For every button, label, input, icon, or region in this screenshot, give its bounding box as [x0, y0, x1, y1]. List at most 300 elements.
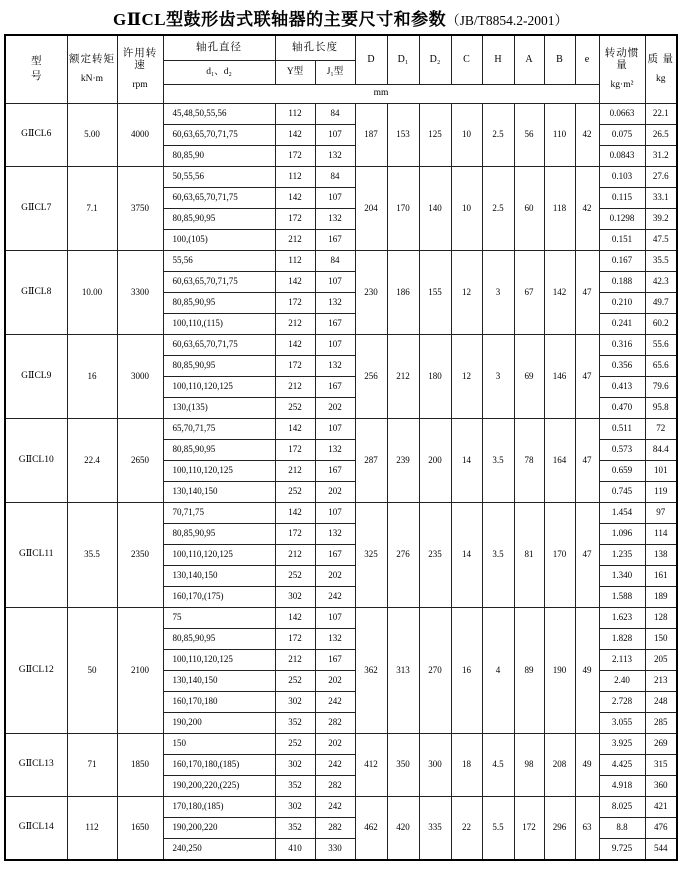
y-length: 252: [275, 670, 315, 691]
y-length: 410: [275, 838, 315, 860]
model-cell: GⅡCL13: [5, 733, 67, 796]
table-row: [5, 733, 677, 754]
speed-cell: 4000: [117, 103, 163, 166]
mass-value: 27.6: [645, 166, 677, 187]
bore-list: 130,140,150: [163, 565, 275, 586]
dim-D: 462: [355, 796, 387, 860]
y-length: 252: [275, 733, 315, 754]
bore-list: 80,85,90,95: [163, 439, 275, 460]
y-length: 112: [275, 166, 315, 187]
speed-cell: 2350: [117, 502, 163, 607]
bore-list: 60,63,65,70,71,75: [163, 271, 275, 292]
j-length: 107: [315, 418, 355, 439]
bore-list: 80,85,90,95: [163, 523, 275, 544]
dim-D2: 300: [419, 733, 451, 796]
header-dim-D2: D₂: [419, 35, 451, 84]
y-length: 142: [275, 124, 315, 145]
inertia-value: 1.454: [599, 502, 645, 523]
j-length: 202: [315, 481, 355, 502]
inertia-value: 0.413: [599, 376, 645, 397]
speed-cell: 2650: [117, 418, 163, 502]
bore-list: 130,(135): [163, 397, 275, 418]
dim-B: 296: [544, 796, 575, 860]
j-length: 132: [315, 523, 355, 544]
dim-A: 98: [514, 733, 544, 796]
inertia-value: 1.588: [599, 586, 645, 607]
header-bore-diameter: 轴孔直径: [163, 35, 275, 60]
j-length: 202: [315, 565, 355, 586]
mass-value: 97: [645, 502, 677, 523]
header-dim-B: B: [544, 35, 575, 84]
header-j-type: J₁型: [315, 60, 355, 84]
dim-D1: 170: [387, 166, 419, 250]
table-row: [5, 166, 677, 187]
bore-list: 100,110,120,125: [163, 649, 275, 670]
dim-A: 81: [514, 502, 544, 607]
header-mass: 质 量 kg: [645, 35, 677, 103]
dim-D: 230: [355, 250, 387, 334]
bore-list: 65,70,71,75: [163, 418, 275, 439]
j-length: 132: [315, 355, 355, 376]
j-length: 242: [315, 586, 355, 607]
mass-value: 205: [645, 649, 677, 670]
dim-A: 60: [514, 166, 544, 250]
y-length: 142: [275, 418, 315, 439]
dim-H: 3.5: [482, 418, 514, 502]
dim-D: 362: [355, 607, 387, 733]
j-length: 132: [315, 145, 355, 166]
j-length: 167: [315, 229, 355, 250]
torque-cell: 22.4: [67, 418, 117, 502]
dim-e: 47: [575, 334, 599, 418]
bore-list: 190,200,220: [163, 817, 275, 838]
y-length: 172: [275, 628, 315, 649]
coupling-parameters-table: [4, 34, 678, 861]
dim-D: 287: [355, 418, 387, 502]
inertia-value: 8.025: [599, 796, 645, 817]
bore-list: 130,140,150: [163, 481, 275, 502]
y-length: 212: [275, 460, 315, 481]
j-length: 202: [315, 733, 355, 754]
model-cell: GⅡCL11: [5, 502, 67, 607]
bore-list: 70,71,75: [163, 502, 275, 523]
j-length: 132: [315, 292, 355, 313]
inertia-value: 3.925: [599, 733, 645, 754]
dim-e: 47: [575, 502, 599, 607]
inertia-value: 0.1298: [599, 208, 645, 229]
mass-value: 421: [645, 796, 677, 817]
inertia-value: 3.055: [599, 712, 645, 733]
bore-list: 60,63,65,70,71,75: [163, 124, 275, 145]
bore-list: 170,180,(185): [163, 796, 275, 817]
mass-value: 213: [645, 670, 677, 691]
dim-C: 12: [451, 250, 482, 334]
speed-cell: 1850: [117, 733, 163, 796]
dim-H: 4: [482, 607, 514, 733]
j-length: 167: [315, 376, 355, 397]
y-length: 142: [275, 502, 315, 523]
bore-list: 150: [163, 733, 275, 754]
header-torque: 额定转矩 kN·m: [67, 35, 117, 103]
bore-list: 60,63,65,70,71,75: [163, 334, 275, 355]
y-length: 352: [275, 817, 315, 838]
y-length: 252: [275, 397, 315, 418]
table-header-row-1: [5, 35, 677, 60]
torque-cell: 10.00: [67, 250, 117, 334]
bore-list: 240,250: [163, 838, 275, 860]
header-dim-D1: D₁: [387, 35, 419, 84]
dim-D: 204: [355, 166, 387, 250]
torque-cell: 50: [67, 607, 117, 733]
bore-list: 100,(105): [163, 229, 275, 250]
dim-C: 10: [451, 166, 482, 250]
y-length: 142: [275, 334, 315, 355]
y-length: 212: [275, 229, 315, 250]
dim-H: 3: [482, 250, 514, 334]
torque-cell: 35.5: [67, 502, 117, 607]
dim-A: 78: [514, 418, 544, 502]
inertia-value: 0.115: [599, 187, 645, 208]
mass-value: 114: [645, 523, 677, 544]
j-length: 84: [315, 250, 355, 271]
torque-cell: 71: [67, 733, 117, 796]
bore-list: 55,56: [163, 250, 275, 271]
header-dim-D: D: [355, 35, 387, 84]
table-row: [5, 607, 677, 628]
y-length: 112: [275, 103, 315, 124]
speed-cell: 2100: [117, 607, 163, 733]
dim-e: 63: [575, 796, 599, 860]
j-length: 282: [315, 817, 355, 838]
header-mm-unit: mm: [163, 84, 599, 103]
torque-cell: 7.1: [67, 166, 117, 250]
header-model: [5, 35, 67, 103]
dim-C: 10: [451, 103, 482, 166]
mass-value: 95.8: [645, 397, 677, 418]
dim-e: 47: [575, 418, 599, 502]
dim-C: 16: [451, 607, 482, 733]
y-length: 112: [275, 250, 315, 271]
dim-D2: 155: [419, 250, 451, 334]
dim-D2: 200: [419, 418, 451, 502]
y-length: 142: [275, 607, 315, 628]
dim-B: 190: [544, 607, 575, 733]
y-length: 352: [275, 712, 315, 733]
speed-cell: 1650: [117, 796, 163, 860]
mass-value: 26.5: [645, 124, 677, 145]
inertia-value: 1.828: [599, 628, 645, 649]
dim-D1: 350: [387, 733, 419, 796]
j-length: 282: [315, 775, 355, 796]
dim-C: 12: [451, 334, 482, 418]
mass-value: 285: [645, 712, 677, 733]
inertia-value: 0.188: [599, 271, 645, 292]
mass-value: 161: [645, 565, 677, 586]
model-cell: GⅡCL14: [5, 796, 67, 860]
dim-D1: 153: [387, 103, 419, 166]
model-cell: GⅡCL6: [5, 103, 67, 166]
dim-C: 18: [451, 733, 482, 796]
j-length: 84: [315, 166, 355, 187]
bore-list: 80,85,90,95: [163, 208, 275, 229]
y-length: 172: [275, 355, 315, 376]
y-length: 172: [275, 292, 315, 313]
dim-D1: 239: [387, 418, 419, 502]
mass-value: 49.7: [645, 292, 677, 313]
j-length: 167: [315, 313, 355, 334]
dim-B: 164: [544, 418, 575, 502]
bore-list: 100,110,120,125: [163, 376, 275, 397]
bore-list: 190,200: [163, 712, 275, 733]
dim-D1: 212: [387, 334, 419, 418]
speed-cell: 3000: [117, 334, 163, 418]
inertia-value: 0.659: [599, 460, 645, 481]
y-length: 212: [275, 313, 315, 334]
header-dim-C: C: [451, 35, 482, 84]
j-length: 107: [315, 187, 355, 208]
inertia-value: 1.623: [599, 607, 645, 628]
y-length: 142: [275, 187, 315, 208]
mass-value: 269: [645, 733, 677, 754]
bore-list: 100,110,120,125: [163, 460, 275, 481]
dim-e: 47: [575, 250, 599, 334]
dim-D2: 235: [419, 502, 451, 607]
dim-H: 3.5: [482, 502, 514, 607]
header-d1-d2: d₁、d₂: [163, 60, 275, 84]
header-bore-length: 轴孔长度: [275, 35, 355, 60]
dim-D: 256: [355, 334, 387, 418]
model-cell: GⅡCL10: [5, 418, 67, 502]
dim-A: 56: [514, 103, 544, 166]
torque-cell: 112: [67, 796, 117, 860]
dim-B: 146: [544, 334, 575, 418]
y-length: 212: [275, 376, 315, 397]
mass-value: 189: [645, 586, 677, 607]
speed-cell: 3300: [117, 250, 163, 334]
dim-D2: 180: [419, 334, 451, 418]
dim-D1: 420: [387, 796, 419, 860]
table-row: [5, 103, 677, 124]
j-length: 132: [315, 208, 355, 229]
header-inertia: 转动惯量 kg·m²: [599, 35, 645, 103]
header-dim-A: A: [514, 35, 544, 84]
bore-list: 160,170,180,(185): [163, 754, 275, 775]
dim-H: 4.5: [482, 733, 514, 796]
dim-C: 22: [451, 796, 482, 860]
page-title: [4, 5, 677, 30]
inertia-value: 9.725: [599, 838, 645, 860]
mass-value: 22.1: [645, 103, 677, 124]
y-length: 172: [275, 208, 315, 229]
inertia-value: 1.340: [599, 565, 645, 586]
inertia-value: 2.113: [599, 649, 645, 670]
j-length: 167: [315, 460, 355, 481]
dim-e: 49: [575, 607, 599, 733]
inertia-value: 0.167: [599, 250, 645, 271]
j-length: 132: [315, 439, 355, 460]
mass-value: 35.5: [645, 250, 677, 271]
dim-B: 208: [544, 733, 575, 796]
bore-list: 130,140,150: [163, 670, 275, 691]
mass-value: 128: [645, 607, 677, 628]
y-length: 302: [275, 796, 315, 817]
inertia-value: 0.470: [599, 397, 645, 418]
y-length: 172: [275, 523, 315, 544]
inertia-value: 4.425: [599, 754, 645, 775]
dim-D1: 313: [387, 607, 419, 733]
torque-cell: 16: [67, 334, 117, 418]
bore-list: 80,85,90,95: [163, 292, 275, 313]
y-length: 212: [275, 649, 315, 670]
bore-list: 80,85,90,95: [163, 355, 275, 376]
dim-e: 49: [575, 733, 599, 796]
dim-D2: 140: [419, 166, 451, 250]
bore-list: 160,170,(175): [163, 586, 275, 607]
table-row: [5, 334, 677, 355]
table-row: [5, 502, 677, 523]
dim-A: 89: [514, 607, 544, 733]
bore-list: 160,170,180: [163, 691, 275, 712]
mass-value: 138: [645, 544, 677, 565]
inertia-value: 0.0663: [599, 103, 645, 124]
inertia-value: 1.096: [599, 523, 645, 544]
y-length: 302: [275, 586, 315, 607]
header-dim-e: e: [575, 35, 599, 84]
y-length: 302: [275, 754, 315, 775]
dim-D2: 335: [419, 796, 451, 860]
dim-e: 42: [575, 103, 599, 166]
inertia-value: 0.356: [599, 355, 645, 376]
dim-H: 2.5: [482, 103, 514, 166]
mass-value: 476: [645, 817, 677, 838]
j-length: 282: [315, 712, 355, 733]
j-length: 167: [315, 649, 355, 670]
j-length: 202: [315, 670, 355, 691]
mass-value: 360: [645, 775, 677, 796]
dim-B: 118: [544, 166, 575, 250]
dim-H: 2.5: [482, 166, 514, 250]
inertia-value: 8.8: [599, 817, 645, 838]
j-length: 167: [315, 544, 355, 565]
torque-cell: 5.00: [67, 103, 117, 166]
j-length: 107: [315, 502, 355, 523]
inertia-value: 0.511: [599, 418, 645, 439]
bore-list: 80,85,90: [163, 145, 275, 166]
table-row: [5, 418, 677, 439]
y-length: 212: [275, 544, 315, 565]
inertia-value: 0.151: [599, 229, 645, 250]
dim-A: 69: [514, 334, 544, 418]
inertia-value: 4.918: [599, 775, 645, 796]
bore-list: 45,48,50,55,56: [163, 103, 275, 124]
title-main: GⅡCL型鼓形齿式联轴器的主要尺寸和参数: [112, 10, 447, 29]
mass-value: 248: [645, 691, 677, 712]
j-length: 242: [315, 796, 355, 817]
mass-value: 72: [645, 418, 677, 439]
mass-value: 39.2: [645, 208, 677, 229]
inertia-value: 2.728: [599, 691, 645, 712]
mass-value: 119: [645, 481, 677, 502]
mass-value: 31.2: [645, 145, 677, 166]
dim-B: 142: [544, 250, 575, 334]
mass-value: 60.2: [645, 313, 677, 334]
dim-D: 187: [355, 103, 387, 166]
header-dim-H: H: [482, 35, 514, 84]
header-speed: 许用转速 rpm: [117, 35, 163, 103]
dim-A: 67: [514, 250, 544, 334]
dim-H: 5.5: [482, 796, 514, 860]
inertia-value: 0.241: [599, 313, 645, 334]
dim-D: 412: [355, 733, 387, 796]
mass-value: 42.3: [645, 271, 677, 292]
j-length: 132: [315, 628, 355, 649]
model-cell: GⅡCL12: [5, 607, 67, 733]
y-length: 142: [275, 271, 315, 292]
mass-value: 84.4: [645, 439, 677, 460]
y-length: 252: [275, 565, 315, 586]
mass-value: 544: [645, 838, 677, 860]
bore-list: 50,55,56: [163, 166, 275, 187]
inertia-value: 2.40: [599, 670, 645, 691]
model-cell: GⅡCL7: [5, 166, 67, 250]
dim-D: 325: [355, 502, 387, 607]
j-length: 242: [315, 691, 355, 712]
dim-D2: 270: [419, 607, 451, 733]
bore-list: 75: [163, 607, 275, 628]
dim-D2: 125: [419, 103, 451, 166]
j-length: 330: [315, 838, 355, 860]
mass-value: 33.1: [645, 187, 677, 208]
inertia-value: 0.745: [599, 481, 645, 502]
y-length: 172: [275, 439, 315, 460]
mass-value: 315: [645, 754, 677, 775]
mass-value: 101: [645, 460, 677, 481]
bore-list: 100,110,120,125: [163, 544, 275, 565]
mass-value: 47.5: [645, 229, 677, 250]
table-row: [5, 796, 677, 817]
title-standard: （JB/T8854.2-2001）: [446, 13, 569, 28]
table-row: [5, 250, 677, 271]
j-length: 107: [315, 334, 355, 355]
dim-C: 14: [451, 502, 482, 607]
mass-value: 150: [645, 628, 677, 649]
speed-cell: 3750: [117, 166, 163, 250]
dim-A: 172: [514, 796, 544, 860]
j-length: 107: [315, 607, 355, 628]
bore-list: 60,63,65,70,71,75: [163, 187, 275, 208]
dim-H: 3: [482, 334, 514, 418]
j-length: 242: [315, 754, 355, 775]
inertia-value: 0.103: [599, 166, 645, 187]
mass-value: 65.6: [645, 355, 677, 376]
header-y-type: Y型: [275, 60, 315, 84]
dim-B: 110: [544, 103, 575, 166]
j-length: 107: [315, 271, 355, 292]
bore-list: 80,85,90,95: [163, 628, 275, 649]
dim-D1: 186: [387, 250, 419, 334]
mass-value: 55.6: [645, 334, 677, 355]
inertia-value: 0.573: [599, 439, 645, 460]
y-length: 252: [275, 481, 315, 502]
dim-B: 170: [544, 502, 575, 607]
mass-value: 79.6: [645, 376, 677, 397]
model-cell: GⅡCL9: [5, 334, 67, 418]
dim-e: 42: [575, 166, 599, 250]
j-length: 84: [315, 103, 355, 124]
inertia-value: 0.075: [599, 124, 645, 145]
j-length: 202: [315, 397, 355, 418]
inertia-value: 1.235: [599, 544, 645, 565]
